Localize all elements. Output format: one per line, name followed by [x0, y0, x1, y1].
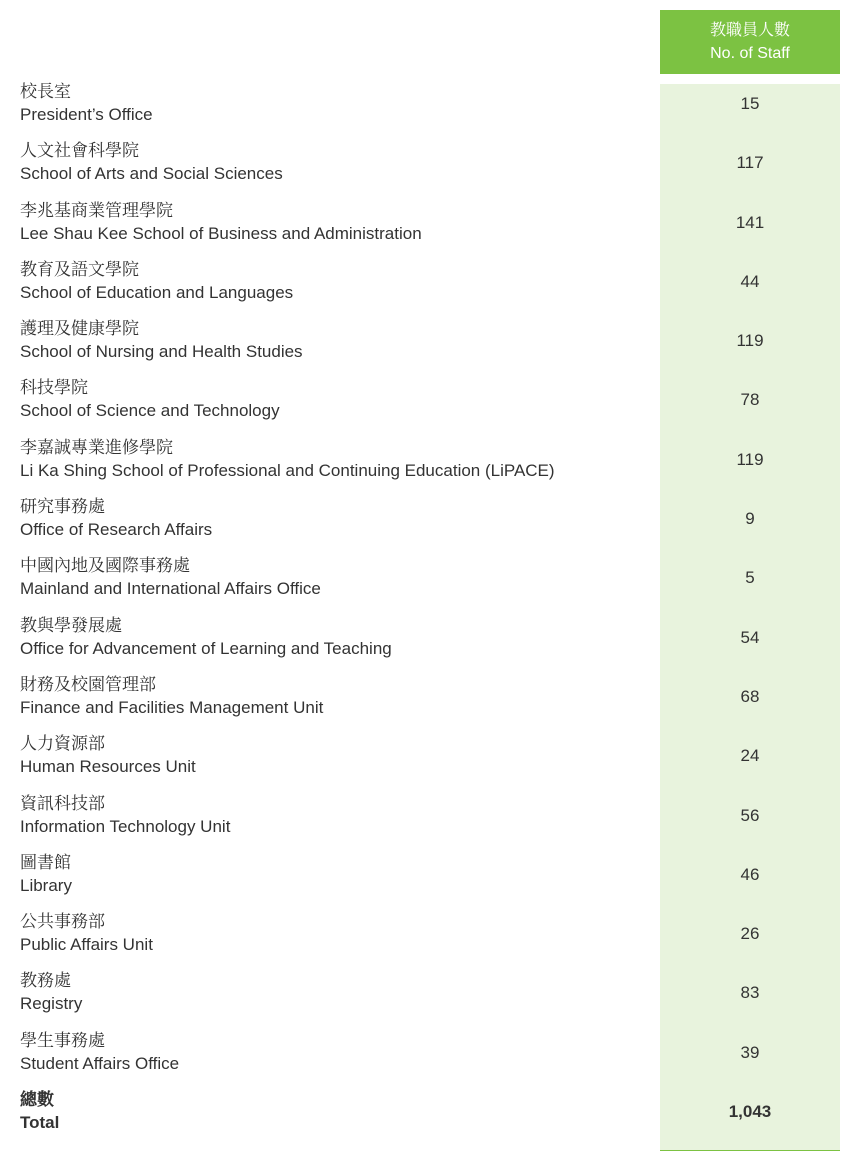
unit-label — [20, 199, 422, 245]
unit-label — [20, 80, 153, 126]
unit-label — [20, 495, 212, 541]
staff-count-header — [660, 10, 840, 74]
staff-count: 26 — [740, 924, 760, 944]
total-staff-count: 1,043 — [728, 1102, 772, 1122]
unit-label — [20, 139, 283, 185]
table-row — [0, 370, 852, 429]
unit-label — [20, 554, 321, 600]
unit-name-zh: 教務處 — [20, 971, 71, 991]
unit-name-zh: 護理及健康學院 — [20, 319, 139, 339]
unit-name-zh: 研究事務處 — [20, 497, 105, 517]
unit-label — [20, 436, 555, 482]
staff-count: 44 — [740, 271, 760, 291]
unit-name-zh: 李嘉誠專業進修學院 — [20, 437, 173, 457]
table-header — [0, 10, 852, 74]
staff-count: 39 — [740, 1042, 760, 1062]
staff-count: 119 — [736, 331, 764, 351]
unit-label — [20, 792, 230, 838]
unit-label — [20, 851, 72, 897]
unit-name-en: Information Technology Unit — [20, 816, 231, 836]
total-row — [0, 1082, 852, 1141]
staff-count: 68 — [740, 686, 760, 706]
unit-label — [20, 376, 280, 422]
staff-table — [0, 10, 852, 1141]
staff-count: 78 — [740, 390, 760, 410]
table-row — [0, 548, 852, 607]
unit-label — [20, 910, 153, 956]
unit-name-en: Public Affairs Unit — [20, 935, 153, 955]
staff-count: 141 — [735, 212, 765, 232]
unit-name-en: Human Resources Unit — [20, 757, 196, 777]
unit-name-en: Student Affairs Office — [20, 1053, 180, 1073]
staff-count: 5 — [745, 568, 755, 588]
unit-name-en: Registry — [20, 994, 83, 1014]
unit-name-zh: 圖書館 — [20, 852, 71, 872]
unit-label — [20, 1029, 179, 1075]
table-body — [0, 74, 852, 1141]
unit-label — [20, 258, 293, 304]
staff-count: 119 — [736, 449, 764, 469]
table-row — [0, 430, 852, 489]
staff-count: 15 — [740, 94, 760, 113]
unit-name-zh: 總數 — [20, 1090, 54, 1110]
unit-name-en: Finance and Facilities Management Unit — [20, 697, 324, 717]
staff-count: 46 — [740, 864, 760, 884]
staff-count: 117 — [736, 153, 764, 173]
unit-name-zh: 人文社會科學院 — [20, 141, 139, 161]
unit-name-en: Office for Advancement of Learning and Teaching — [20, 638, 392, 658]
table-row — [0, 489, 852, 548]
unit-label — [20, 614, 392, 660]
unit-name-en: President’s Office — [20, 105, 153, 124]
unit-name-en: Lee Shau Kee School of Business and Administration — [20, 223, 422, 243]
unit-name-en: Office of Research Affairs — [20, 520, 213, 540]
unit-name-zh: 校長室 — [20, 82, 71, 101]
staff-count: 54 — [740, 627, 760, 647]
unit-name-zh: 人力資源部 — [20, 734, 105, 754]
unit-label — [20, 673, 323, 719]
unit-name-en: Library — [20, 875, 72, 895]
table-row — [0, 608, 852, 667]
table-row — [0, 133, 852, 192]
table-row — [0, 845, 852, 904]
unit-name-zh: 教與學發展處 — [20, 615, 122, 635]
table-row — [0, 74, 852, 133]
table-row — [0, 252, 852, 311]
table-row — [0, 726, 852, 785]
unit-name-zh: 學生事務處 — [20, 1030, 105, 1050]
table-row — [0, 1023, 852, 1082]
staff-count: 9 — [745, 509, 755, 529]
unit-name-zh: 李兆基商業管理學院 — [20, 200, 173, 220]
unit-name-zh: 科技學院 — [20, 378, 88, 398]
unit-name-en: Li Ka Shing School of Professional and Continuing Education (LiPACE) — [20, 460, 555, 480]
table-row — [0, 311, 852, 370]
unit-name-zh: 財務及校園管理部 — [20, 674, 156, 694]
unit-name-en: School of Nursing and Health Studies — [20, 342, 303, 362]
unit-label — [20, 732, 196, 778]
staff-count: 56 — [740, 805, 760, 825]
unit-name-zh: 公共事務部 — [20, 912, 105, 932]
unit-name-zh: 教育及語文學院 — [20, 259, 139, 279]
unit-name-en: School of Education and Languages — [20, 282, 294, 302]
unit-name-en: Total — [20, 1113, 60, 1133]
unit-name-en: School of Arts and Social Sciences — [20, 164, 283, 184]
staff-count: 24 — [740, 746, 760, 766]
unit-label — [20, 969, 82, 1015]
table-row — [0, 786, 852, 845]
total-label — [20, 1088, 59, 1134]
table-row — [0, 667, 852, 726]
staff-count-header-zh: 教職員人數 — [709, 22, 790, 39]
staff-count: 83 — [740, 983, 760, 1003]
unit-name-zh: 中國內地及國際事務處 — [20, 556, 190, 576]
unit-name-en: Mainland and International Affairs Office — [20, 579, 321, 599]
table-row — [0, 193, 852, 252]
table-row — [0, 963, 852, 1022]
unit-name-zh: 資訊科技部 — [20, 793, 105, 813]
unit-label — [20, 317, 303, 363]
staff-count-header-en: No. of Staff — [710, 45, 790, 62]
table-row — [0, 904, 852, 963]
unit-name-en: School of Science and Technology — [20, 401, 280, 421]
